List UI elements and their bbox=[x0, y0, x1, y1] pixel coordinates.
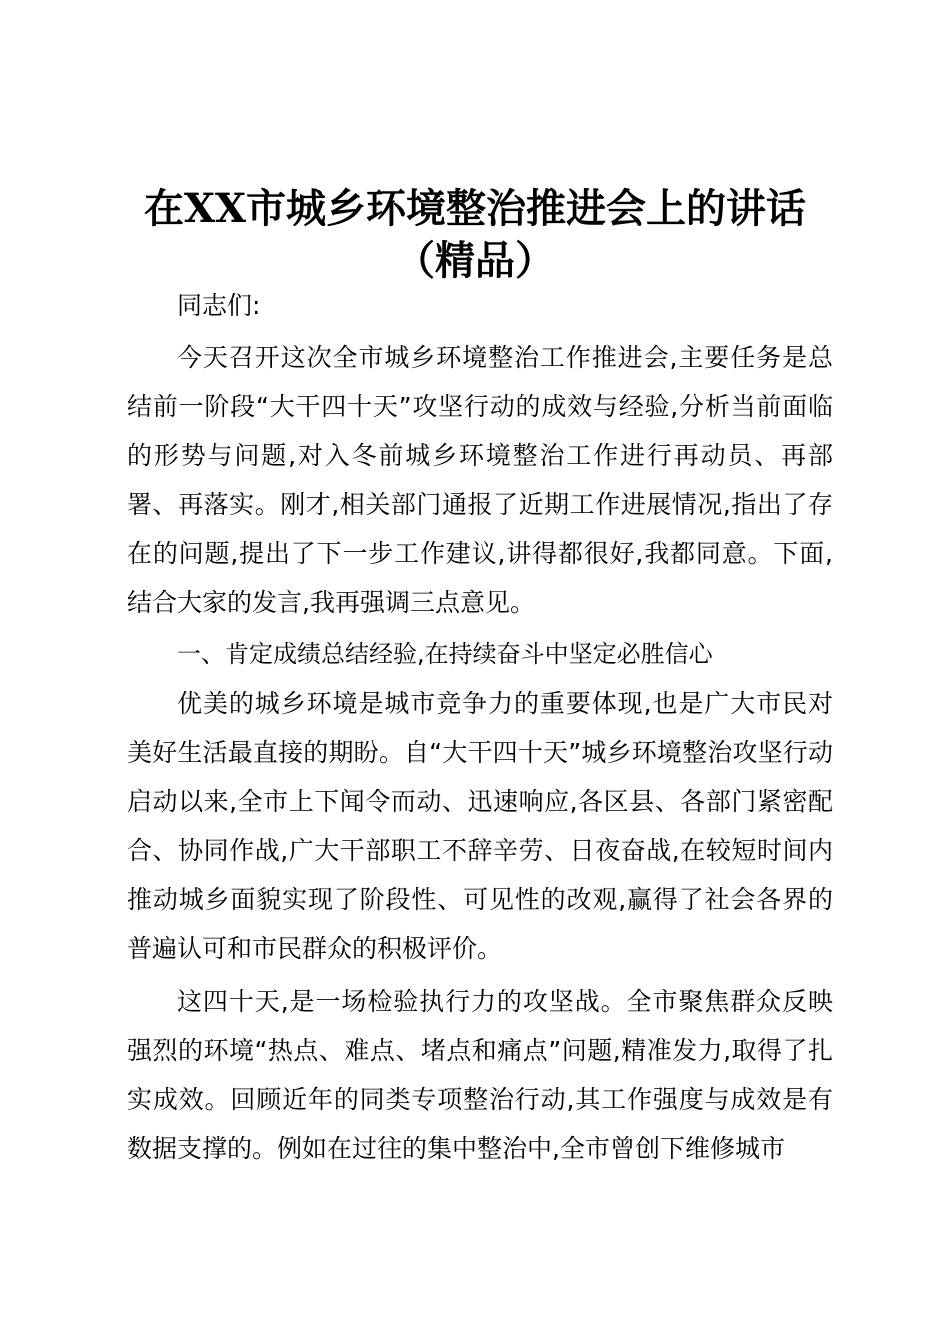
section-heading-1: 一、肯定成绩总结经验,在持续奋斗中坚定必胜信心 bbox=[177, 640, 713, 668]
salutation: 同志们: bbox=[177, 291, 261, 320]
document-title: 在XX市城乡环境整治推进会上的讲话 bbox=[143, 185, 807, 232]
paragraph-intro: 今天召开这次全市城乡环境整治工作推进会,主要任务是总结前一阶段“大干四十天”攻坚行动的成效与经验,分析当前面临的形势与问题,对入冬前城乡环境整治工作进行再动员、再部署、再落实。刚才,相关部门通报了近期工作进展情况,指出了存在的问题,提出了下一步工作建议,讲得都很好,我都同意。下面,结合大家的发言,我再强调三点意见。 bbox=[127, 343, 833, 617]
paragraph-forty-days: 这四十天,是一场检验执行力的攻坚战。全市聚焦群众反映强烈的环境“热点、难点、堵点和痛点”问题,精准发力,取得了扎实成效。回顾近年的同类专项整治行动,其工作强度与成效是有数据支撑的。例如在过往的集中整治中,全市曾创下维修城市 bbox=[127, 987, 833, 1163]
paragraph-achievements: 优美的城乡环境是城市竞争力的重要体现,也是广大市民对美好生活最直接的期盼。自“大干四十天”城乡环境整治攻坚行动启动以来,全市上下闻令而动、迅速响应,各区县、各部门紧密配合、协同作战,广大干部职工不辞辛劳、日夜奋战,在较短时间内推动城乡面貌实现了阶段性、可见性的改观,赢得了社会各界的普遍认可和市民群众的积极评价。 bbox=[127, 689, 833, 963]
document-subtitle: （精品） bbox=[395, 237, 555, 284]
